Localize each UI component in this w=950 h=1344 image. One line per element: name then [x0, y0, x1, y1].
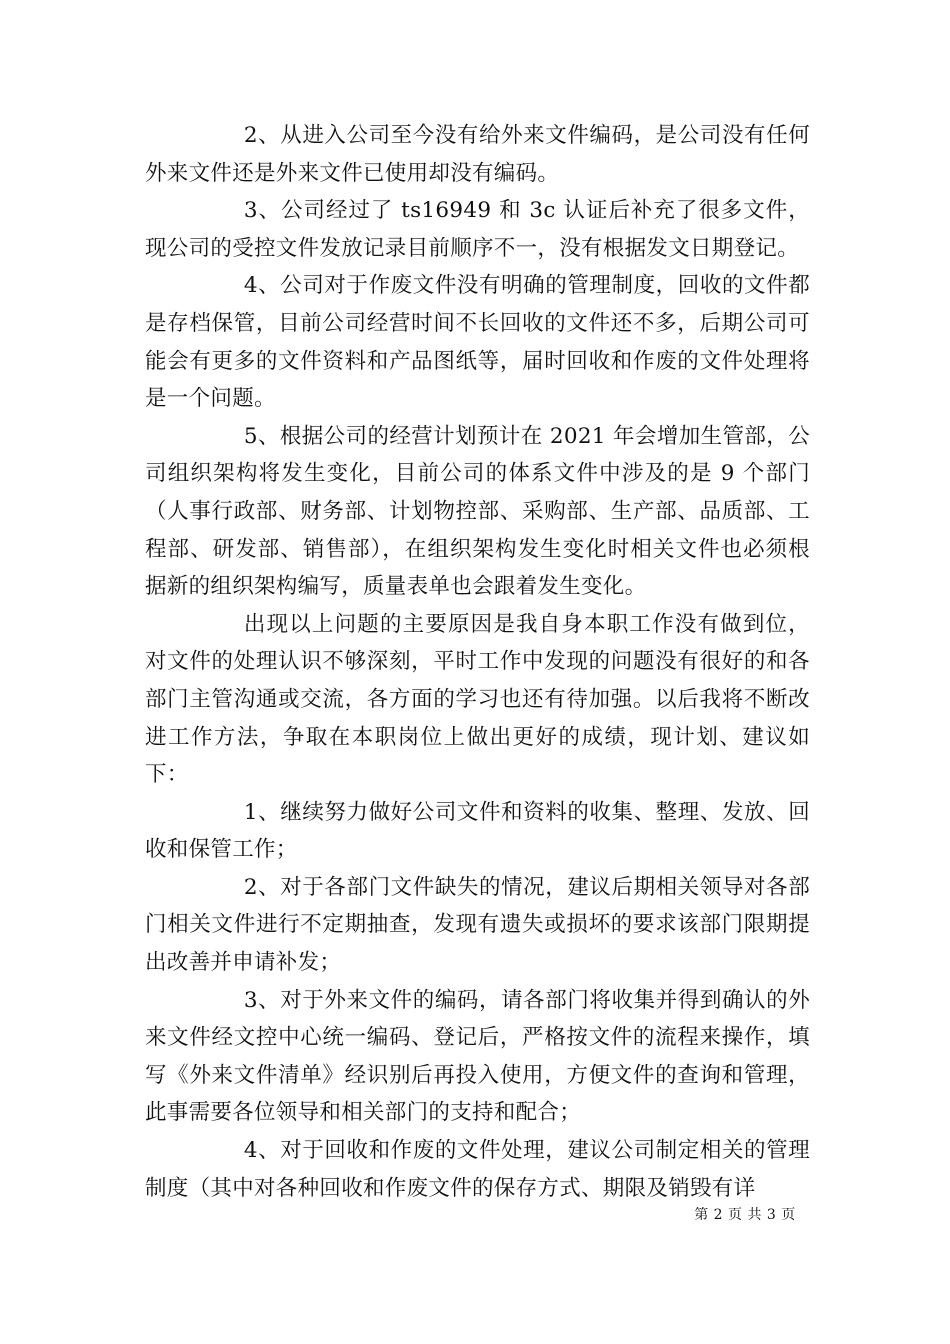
paragraph-item-2-uncoded-external: 2、从进入公司至今没有给外来文件编码，是公司没有任何外来文件还是外来文件已使用却没有编码。 — [145, 123, 810, 186]
paragraph-plan-4: 4、对于回收和作废的文件处理，建议公司制定相关的管理制度（其中对各种回收和作废文件的保存方式、期限及销毁有详 — [145, 1138, 810, 1201]
page-number-footer: 第 2 页 共 3 页 — [694, 1207, 796, 1223]
paragraph-item-4-obsolete-files: 4、公司对于作废文件没有明确的管理制度，回收的文件都是存档保管，目前公司经营时间不长回收的文件还不多，后期公司可能会有更多的文件资料和产品图纸等，届时回收和作废的文件处理将是一个问题。 — [145, 273, 810, 412]
document-body — [145, 117, 810, 1207]
paragraph-plan-2: 2、对于各部门文件缺失的情况，建议后期相关领导对各部门相关文件进行不定期抽查，发现有遗失或损坏的要求该部门限期提出改善并申请补发； — [145, 874, 810, 976]
paragraph-cause-summary: 出现以上问题的主要原因是我自身本职工作没有做到位，对文件的处理认识不够深刻，平时工作中发现的问题没有很好的和各部门主管沟通或交流，各方面的学习也还有待加强。以后我将不断改进工作方法，争取在本职岗位上做出更好的成绩，现计划、建议如下： — [145, 611, 810, 788]
paragraph-plan-3: 3、对于外来文件的编码，请各部门将收集并得到确认的外来文件经文控中心统一编码、登记后，严格按文件的流程来操作，填写《外来文件清单》经识别后再投入使用，方便文件的查询和管理，此事需要各位领导和相关部门的支持和配合； — [145, 987, 810, 1126]
paragraph-item-3-distribution-record: 3、公司经过了 ts16949 和 3c 认证后补充了很多文件，现公司的受控文件发放记录目前顺序不一，没有根据发文日期登记。 — [145, 198, 810, 261]
paragraph-plan-1: 1、继续努力做好公司文件和资料的收集、整理、发放、回收和保管工作； — [145, 799, 810, 863]
paragraph-item-5-org-change: 5、根据公司的经营计划预计在 2021 年会增加生管部，公司组织架构将发生变化，目前公司的体系文件中涉及的是 9 个部门（人事行政部、财务部、计划物控部、采购部、生产部、品质部、工程部、研发部、销售部），在组织架构发生变化时相关文件也必须根据新的组织架构编写，质量表单也会跟着发生变化。 — [145, 423, 810, 600]
